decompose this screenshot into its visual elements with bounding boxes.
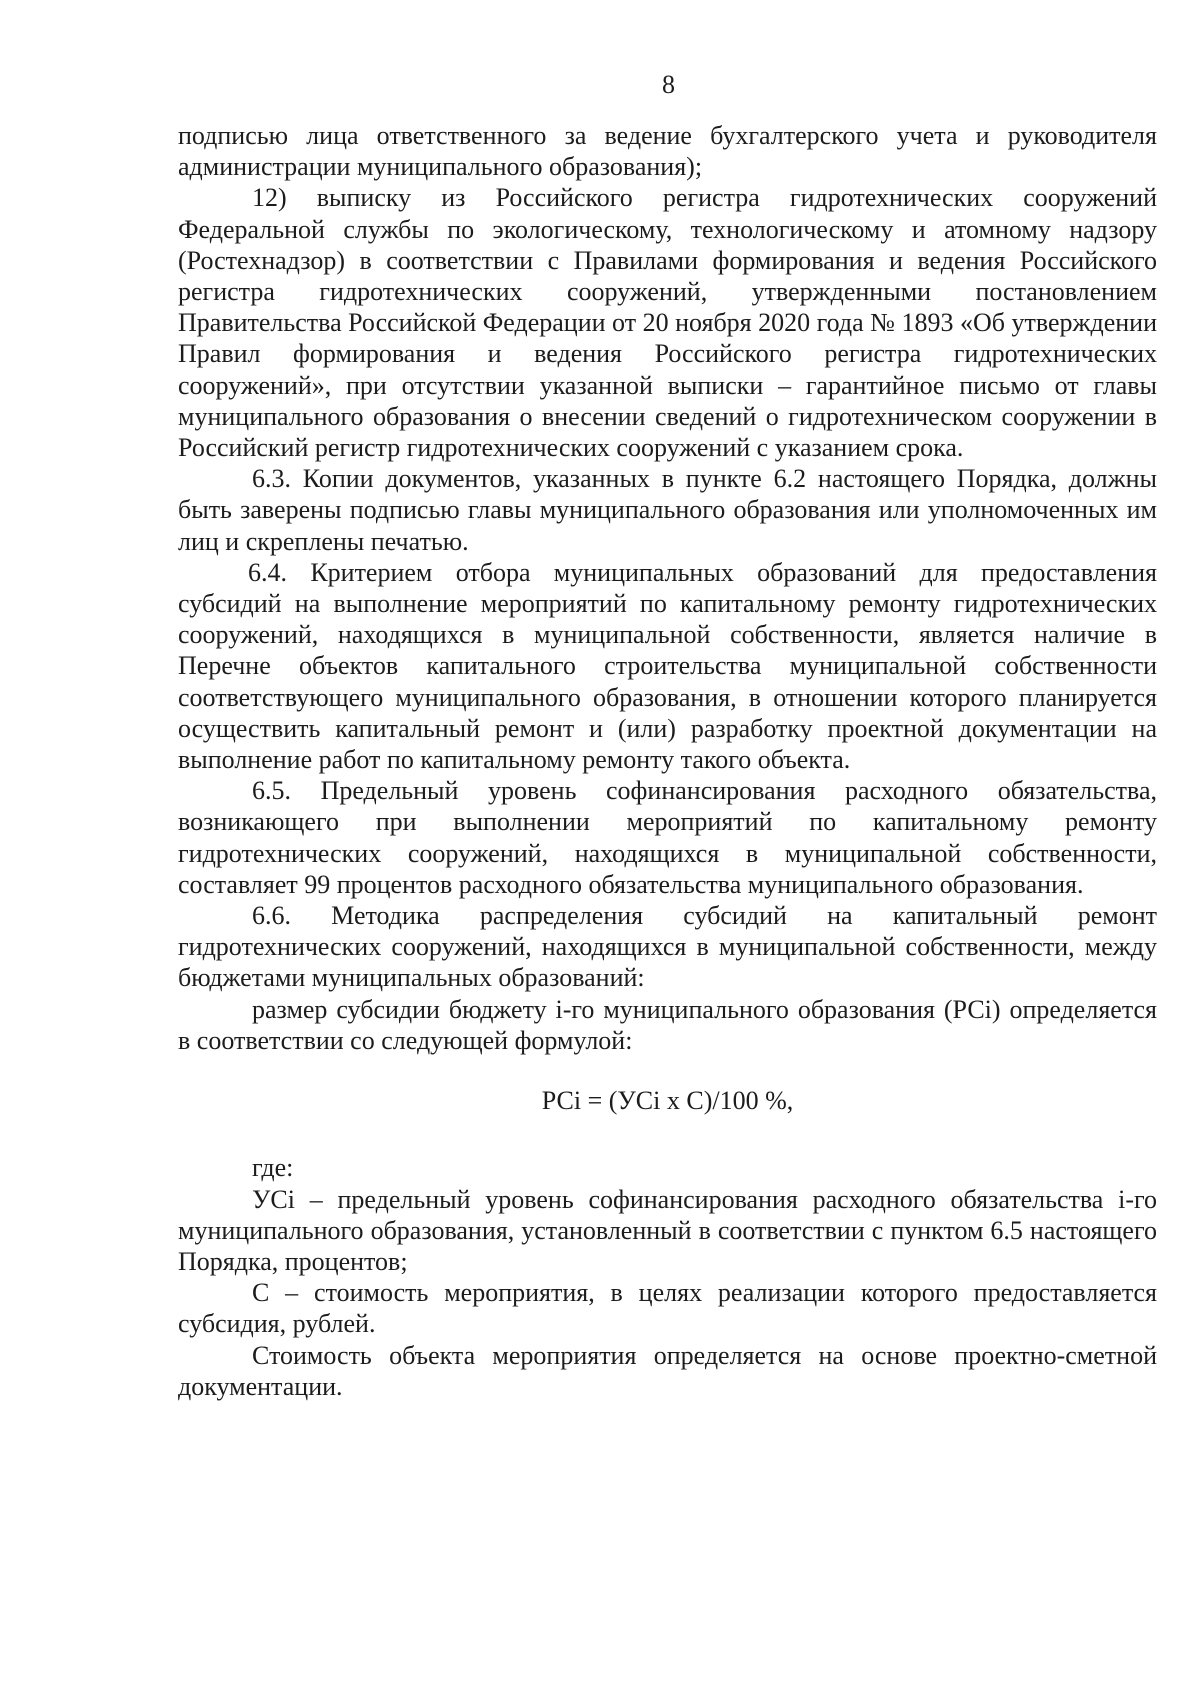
paragraph-usi-definition: УСi – предельный уровень софинансирования расходного обязательства i-го муниципального образования, установленный в соответствии с пунктом 6.5 настоящего Порядка, процентов; [178, 1184, 1157, 1276]
paragraph-6-4: 6.4. Критерием отбора муниципальных образований для предоставления субсидий на выполнение мероприятий по капитальному ремонту гидротехнических сооружений, находящихся в муниципальной собственности, является наличие в Перечне объектов капитального строительства муниципальной собственности соответствующего муниципального образования, в отношении которого планируется осуществить капитальный ремонт и (или) разработку проектной документации на выполнение работ по капитальному ремонту такого объекта. [178, 557, 1157, 775]
paragraph-6-3: 6.3. Копии документов, указанных в пункте 6.2 настоящего Порядка, должны быть заверены подписью главы муниципального образования или уполномоченных им лиц и скреплены печатью. [178, 464, 1157, 556]
paragraph-continuation: подписью лица ответственного за ведение бухгалтерского учета и руководителя администрации муниципального образования); [178, 121, 1157, 182]
paragraph-6-5: 6.5. Предельный уровень софинансирования расходного обязательства, возникающего при выполнении мероприятий по капитальному ремонту гидротехнических сооружений, находящихся в муниципальной собственности, составляет 99 процентов расходного обязательства муниципального образования. [178, 776, 1157, 899]
paragraph-where: где: [252, 1153, 294, 1183]
paragraph-6-6: 6.6. Методика распределения субсидий на капитальный ремонт гидротехнических сооружений, находящихся в муниципальной собственности, между бюджетами муниципальных образований: [178, 901, 1157, 993]
formula: РСi = (УСi x С)/100 %, [541, 1086, 794, 1116]
paragraph-item-12: 12) выписку из Российского регистра гидротехнических сооружений Федеральной службы по экологическому, технологическому и атомному надзору (Ростехнадзор) в соответствии с Правилами формирования и ведения Российского регистра гидротехнических сооружений, утвержденными постановлением Правительства Российской Федерации от 20 ноября 2020 года № 1893 «Об утверждении Правил формирования и ведения Российского регистра гидротехнических сооружений», при отсутствии указанной выписки – гарантийное письмо от главы муниципального образования о внесении сведений о гидротехническом сооружении в Российский регистр гидротехнических сооружений с указанием срока. [178, 183, 1157, 463]
document-body [178, 120, 1157, 1402]
paragraph-cost-basis: Стоимость объекта мероприятия определяется на основе проектно-сметной документации. [178, 1340, 1157, 1401]
paragraph-subsidy-size: размер субсидии бюджету i-го муниципального образования (РСi) определяется в соответствии со следующей формулой: [178, 994, 1157, 1055]
page-number: 8 [662, 70, 675, 99]
paragraph-c-definition: С – стоимость мероприятия, в целях реализации которого предоставляется субсидия, рублей. [178, 1278, 1157, 1339]
